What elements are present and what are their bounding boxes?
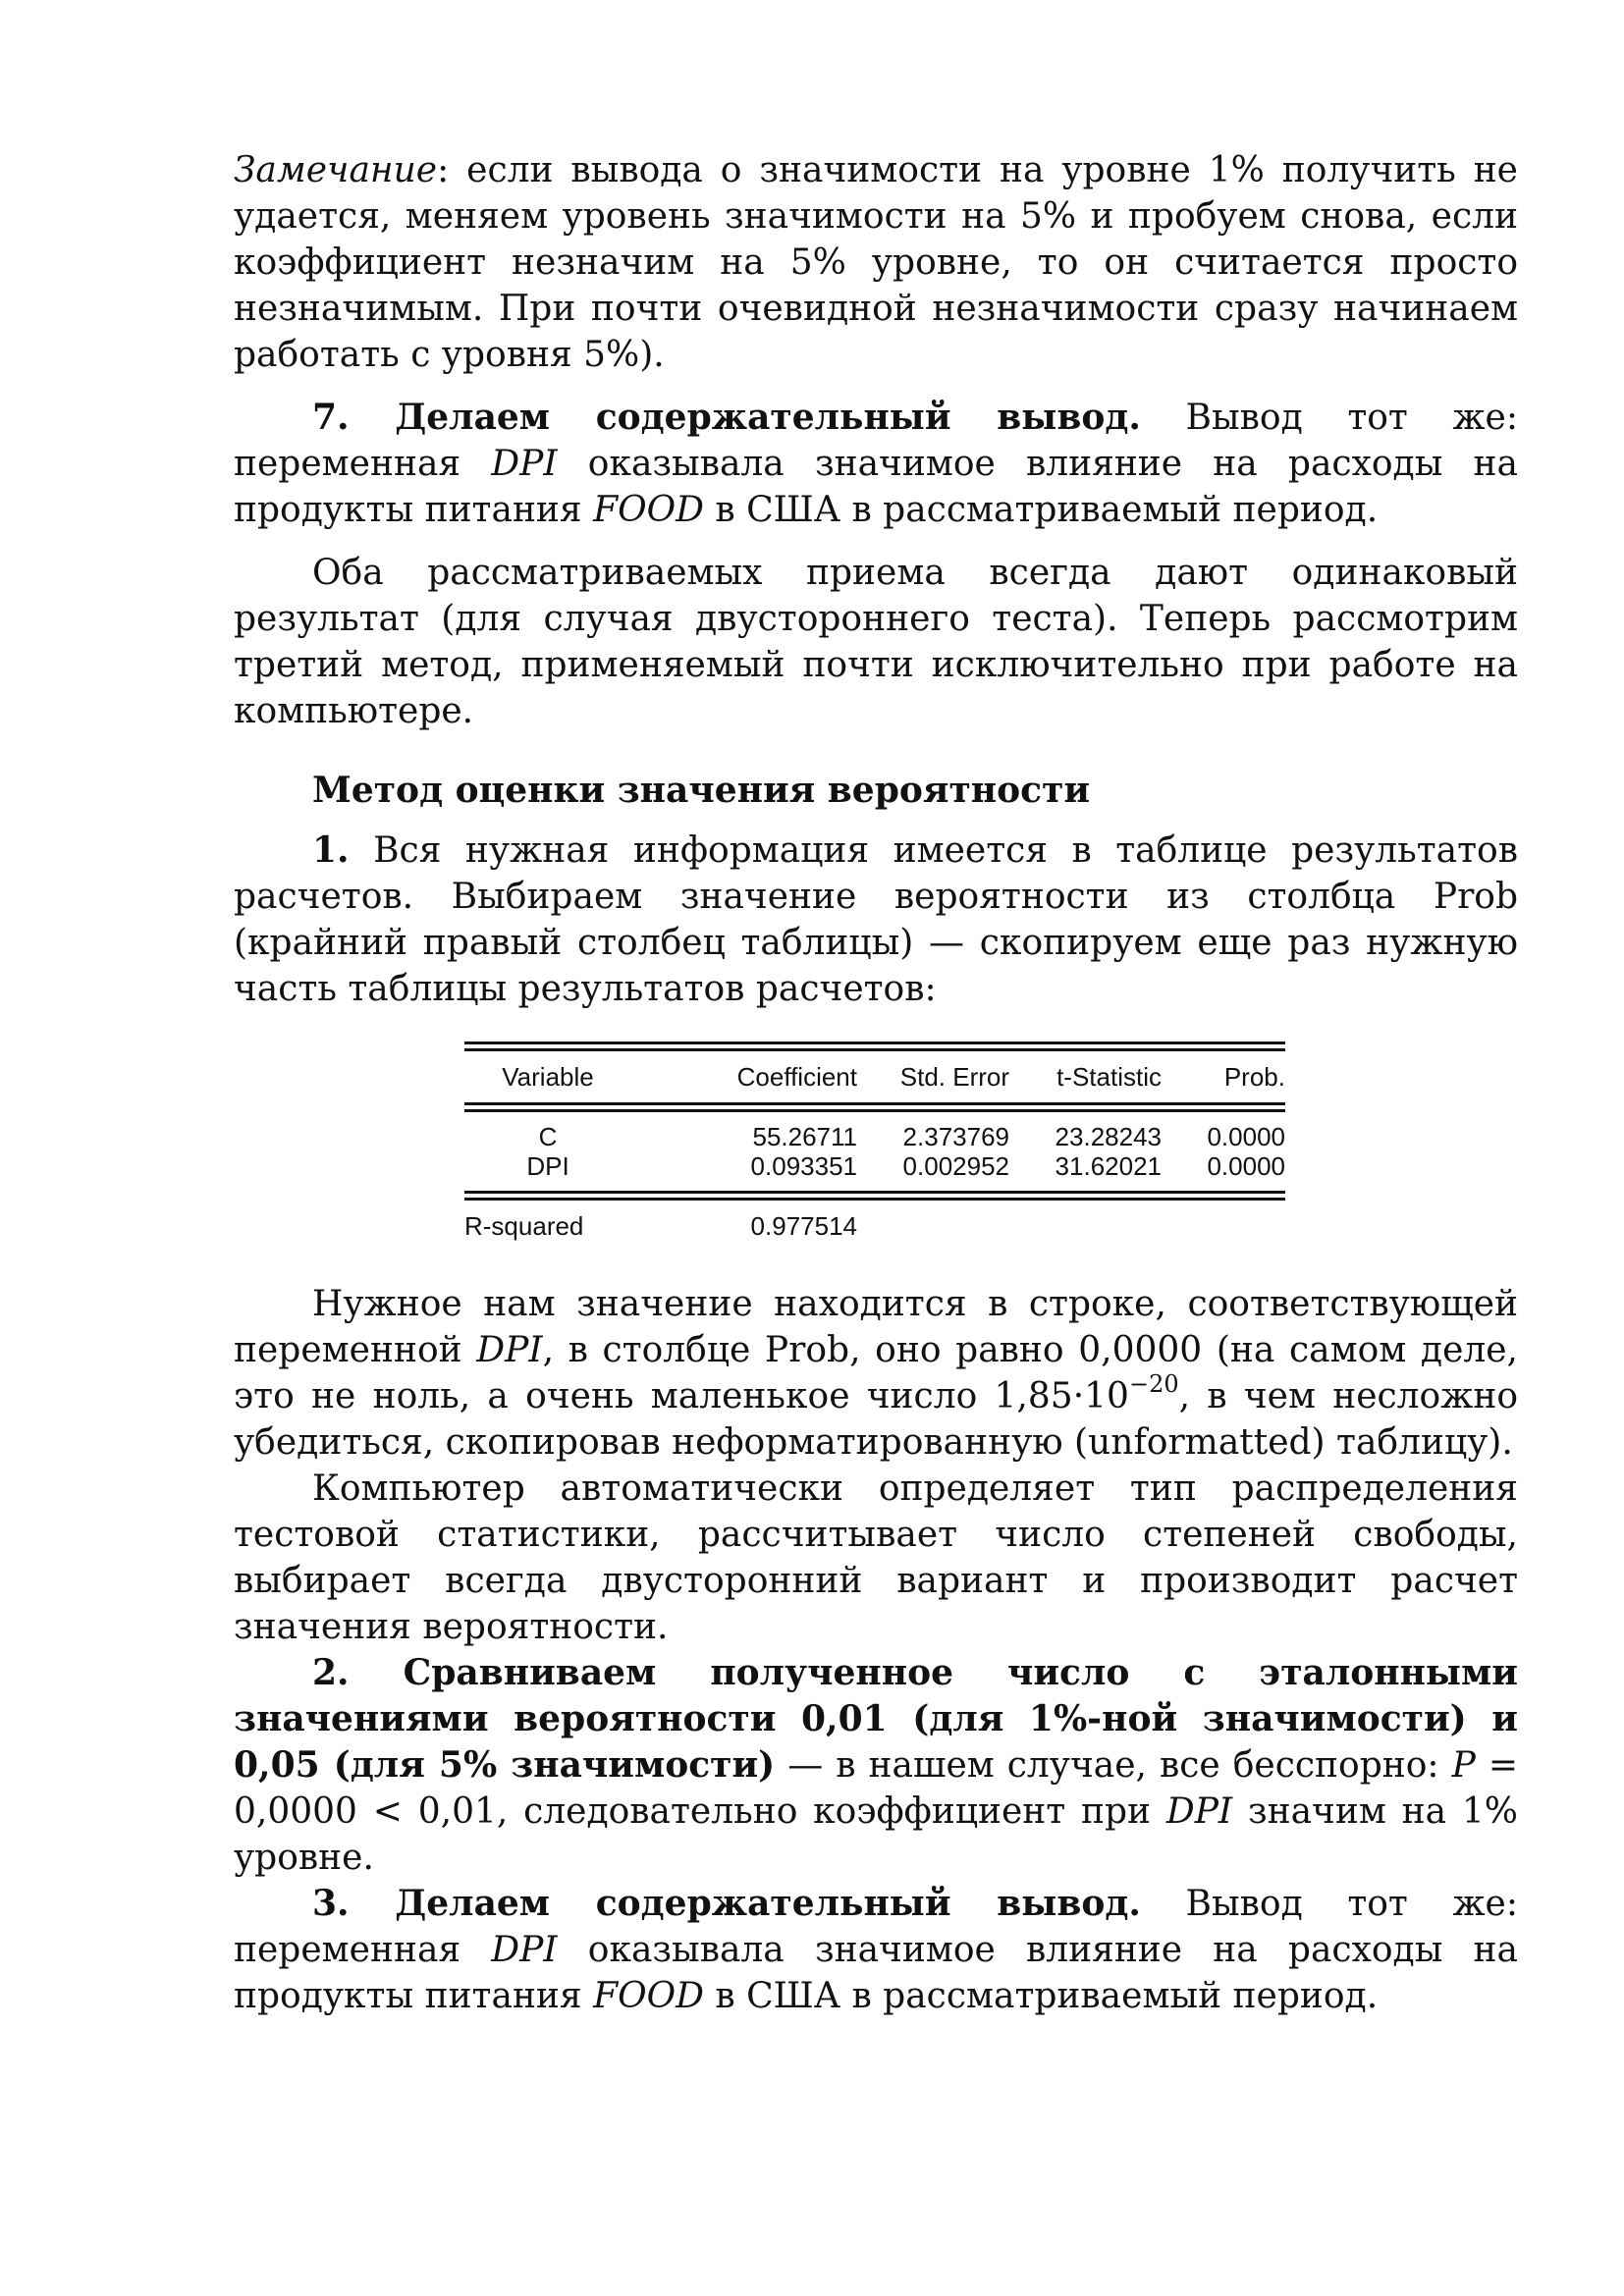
header-t-statistic: t-Statistic — [1056, 1061, 1162, 1092]
step2-paragraph — [234, 1650, 1518, 1881]
step2-text-2: , следовательно коэффициент при — [496, 1791, 1166, 1832]
note-paragraph — [234, 147, 1518, 378]
cell-t-statistic: 23.28243 — [1055, 1121, 1162, 1151]
header-std-error: Std. Error — [899, 1061, 1009, 1092]
step3-var-dpi: DPI — [491, 1930, 558, 1970]
table-row — [464, 1122, 1285, 1151]
cell-prob: 0.0000 — [1207, 1121, 1285, 1151]
prob-value-paragraph — [234, 1281, 1518, 1466]
step7-text-1: Вывод тот же: переменная — [234, 398, 1518, 484]
header-coefficient: Coefficient — [736, 1061, 857, 1092]
small-number-exponent: −20 — [1128, 1370, 1179, 1398]
step3-text-1: Вывод тот же: переменная — [234, 1884, 1518, 1970]
r-squared-label: R-squared — [464, 1210, 584, 1241]
step7-var-dpi: DPI — [491, 444, 558, 484]
step7-text-3: в США в рассматриваемый период. — [703, 490, 1379, 530]
step2-p-symbol: P — [1451, 1745, 1476, 1786]
step1-paragraph — [234, 828, 1518, 1012]
step1-number: 1. — [312, 829, 350, 871]
step7-var-food: FOOD — [593, 490, 704, 530]
section-heading: Метод оценки значения вероятности — [312, 770, 1091, 811]
step2-var-dpi: DPI — [1165, 1791, 1233, 1832]
table-header-rule — [464, 1102, 1285, 1112]
cell-variable: C — [538, 1121, 558, 1151]
header-variable: Variable — [502, 1061, 594, 1092]
cell-variable: DPI — [526, 1150, 569, 1181]
step2-text-1: — в нашем случае, все бесспорно: — [775, 1745, 1452, 1786]
step3-text-2: оказывала значимое влияние на расходы на продукты питания — [234, 1930, 1519, 2016]
both-methods-paragraph: Оба рассматриваемых приема всегда дают одинаковый результат (для случая двустороннего теста). Теперь рассмотрим третий метод, применяемый почти исключительно при работе на компьютере. — [234, 553, 1518, 731]
step3-paragraph — [234, 1881, 1518, 2019]
step1-text: Вся нужная информация имеется в таблице результатов расчетов. Выбираем значение вероятности из столбца Prob (крайний правый столбец таблицы) — скопируем еще раз нужную часть таблицы результатов расчетов: — [234, 830, 1518, 1009]
cell-prob: 0.0000 — [1207, 1150, 1285, 1181]
cell-t-statistic: 31.62021 — [1055, 1150, 1162, 1181]
step2-comparison: = 0,0000 < 0,01 — [234, 1745, 1518, 1832]
table-header-row — [464, 1051, 1285, 1102]
step7-title: 7. Делаем содержательный вывод. — [312, 397, 1141, 438]
cell-coefficient: 0.093351 — [750, 1150, 857, 1181]
step3-text-3: в США в рассматриваемый период. — [703, 1976, 1379, 2016]
cell-std-error: 2.373769 — [902, 1121, 1009, 1151]
step7-paragraph — [234, 395, 1518, 533]
computer-paragraph: Компьютер автоматически определяет тип распределения тестовой статистики, рассчитывает число степеней свободы, выбирает всегда двусторонний вариант и производит расчет значения вероятности. — [234, 1468, 1518, 1647]
cell-coefficient: 55.26711 — [752, 1121, 857, 1151]
small-number — [994, 1370, 1179, 1416]
prob-text-3: , в чем несложно убедиться, скопировав неформатированную (unformatted) таблицу). — [234, 1376, 1519, 1463]
note-text: : если вывода о значимости на уровне 1% получить не удается, меняем уровень значимости на 5% и пробуем снова, если коэффициент незначим на 5% уровне, то он считается просто незначимым. При почти очевидной незначимости сразу начинаем работать с уровня 5%). — [234, 150, 1518, 375]
table-top-rule — [464, 1041, 1285, 1051]
table-row — [464, 1151, 1285, 1181]
step3-title: 3. Делаем содержательный вывод. — [312, 1883, 1141, 1924]
note-label: Замечание — [234, 150, 438, 190]
step2-text-3: значим на 1% уровне. — [234, 1791, 1518, 1878]
r-squared-value: 0.977514 — [750, 1210, 857, 1241]
page-content — [234, 147, 1518, 2019]
prob-text-2: , в столбце Prob, оно равно 0,0000 (на самом деле, это не ноль, а очень маленькое число — [234, 1330, 1518, 1416]
regression-table — [464, 1041, 1285, 1252]
step7-text-2: оказывала значимое влияние на расходы на продукты питания — [234, 444, 1519, 530]
step3-var-food: FOOD — [593, 1976, 704, 2016]
header-prob: Prob. — [1223, 1061, 1285, 1092]
r-squared-row — [464, 1201, 1285, 1252]
prob-text-1: Нужное нам значение находится в строке, соответствующей переменной — [234, 1284, 1518, 1370]
table-bottom-rule — [464, 1191, 1285, 1201]
small-number-base: 1,85·10 — [994, 1376, 1129, 1416]
prob-var-dpi: DPI — [476, 1330, 543, 1370]
cell-std-error: 0.002952 — [902, 1150, 1009, 1181]
step2-title: 2. Сравниваем полученное число с эталонными значениями вероятности 0,01 (для 1%-ной значимости) и 0,05 (для 5% значимости) — [234, 1652, 1518, 1786]
